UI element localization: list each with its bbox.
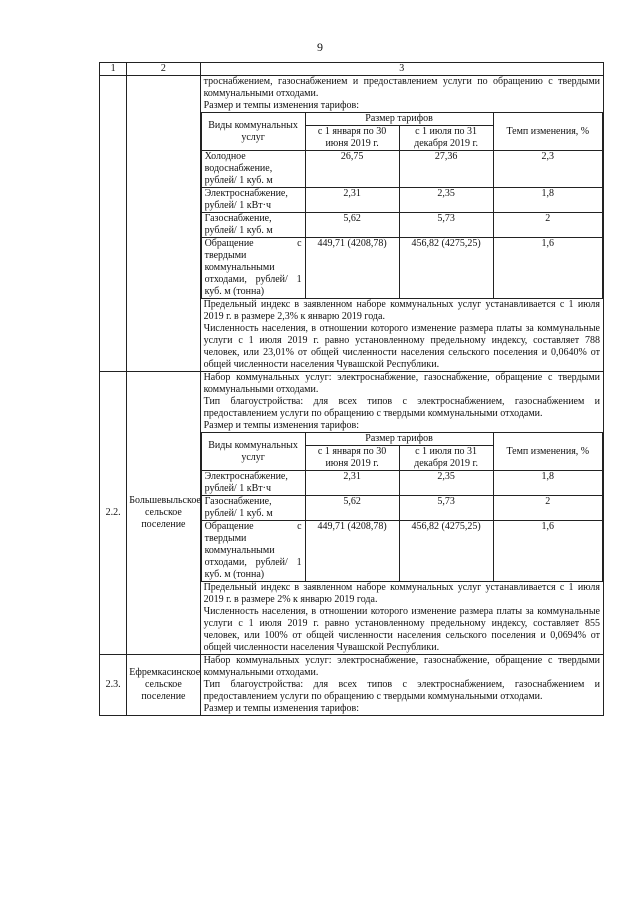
tariff-value-1: 5,62	[305, 496, 399, 521]
period2-header: с 1 июля по 31 декабря 2019 г.	[399, 446, 493, 471]
rate-value: 2,3	[493, 151, 602, 188]
column-number-3: 3	[200, 63, 603, 76]
tariff-table	[201, 112, 603, 299]
rate-value: 1,6	[493, 521, 602, 582]
rates-title: Размер и темпы изменения тарифов:	[203, 703, 359, 714]
improvement-type-text: Тип благоустройства: для всех типов с электроснабжением, газоснабжением и предоставлением услуги по обращению с твердыми коммунальными отходами.	[203, 396, 600, 419]
services-set-text: Набор коммунальных услуг: электроснабжение, газоснабжение, обращение с твердыми коммунальными отходами.	[203, 372, 600, 395]
rate-value: 1,8	[493, 471, 602, 496]
block-content	[200, 372, 603, 655]
tariff-value-2: 456,82 (4275,25)	[399, 238, 493, 299]
size-header: Размер тарифов	[305, 433, 493, 446]
table-row	[201, 496, 602, 521]
service-name: Газоснабжение, рублей/ 1 куб. м	[201, 496, 305, 521]
settlement-row	[100, 372, 604, 655]
limit-index-text: Предельный индекс в заявленном наборе коммунальных услуг устанавливается с 1 июля 2019 г. в размере 2,3% к январю 2019 года.	[203, 299, 600, 322]
block-name-cell	[127, 76, 200, 372]
rate-header: Темп изменения, %	[493, 113, 602, 151]
period1-header: с 1 января по 30 июня 2019 г.	[305, 126, 399, 151]
settlement-number: 2.3.	[100, 655, 127, 716]
kinds-header: Виды коммунальных услуг	[201, 433, 305, 471]
settlement-number: 2.2.	[100, 372, 127, 655]
service-name: Электроснабжение, рублей/ 1 кВт·ч	[201, 188, 305, 213]
tariff-value-1: 26,75	[305, 151, 399, 188]
tariff-table	[201, 432, 603, 582]
limit-index-text: Предельный индекс в заявленном наборе коммунальных услуг устанавливается с 1 июля 2019 г. в размере 2% к январю 2019 года.	[203, 582, 600, 605]
rates-title: Размер и темпы изменения тарифов:	[203, 420, 359, 431]
tariff-document-table	[99, 62, 604, 716]
size-header: Размер тарифов	[305, 113, 493, 126]
tariff-value-1: 2,31	[305, 188, 399, 213]
tariff-value-2: 456,82 (4275,25)	[399, 521, 493, 582]
tariff-value-2: 27,36	[399, 151, 493, 188]
tariff-value-1: 5,62	[305, 213, 399, 238]
kinds-header: Виды коммунальных услуг	[201, 113, 305, 151]
tariff-value-2: 5,73	[399, 496, 493, 521]
tariff-value-2: 2,35	[399, 188, 493, 213]
rate-value: 1,8	[493, 188, 602, 213]
rate-value: 2	[493, 496, 602, 521]
period2-header: с 1 июля по 31 декабря 2019 г.	[399, 126, 493, 151]
block-number-cell	[100, 76, 127, 372]
column-number-1: 1	[100, 63, 127, 76]
service-name: Обращение с твердыми коммунальными отходами, рублей/ 1 куб. м (тонна)	[201, 238, 305, 299]
service-name: Холодное водоснабжение, рублей/ 1 куб. м	[201, 151, 305, 188]
settlement-name: Большевыльское сельское поселение	[127, 372, 200, 655]
table-row	[201, 521, 602, 582]
rate-header: Темп изменения, %	[493, 433, 602, 471]
page-number: 9	[317, 40, 323, 54]
column-number-2: 2	[127, 63, 200, 76]
block-content	[200, 655, 603, 716]
table-row	[201, 213, 602, 238]
service-name: Обращение с твердыми коммунальными отходами, рублей/ 1 куб. м (тонна)	[201, 521, 305, 582]
tariff-value-2: 2,35	[399, 471, 493, 496]
settlement-name: Ефремкасинское сельское поселение	[127, 655, 200, 716]
population-text: Численность населения, в отношении которого изменение размера платы за коммунальные услуги с 1 июля 2019 г. равно установленному предельному индексу, составляет 855 человек, или 100% от общей численности населения сельского поселения и 0,0694% от общей численности населения Чувашской Республики.	[203, 606, 600, 653]
table-row	[201, 188, 602, 213]
service-name: Газоснабжение, рублей/ 1 куб. м	[201, 213, 305, 238]
tariff-value-1: 449,71 (4208,78)	[305, 238, 399, 299]
service-name: Электроснабжение, рублей/ 1 кВт·ч	[201, 471, 305, 496]
rates-title: Размер и темпы изменения тарифов:	[203, 100, 359, 111]
table-row	[201, 471, 602, 496]
table-row	[201, 151, 602, 188]
block-continuation-row	[100, 76, 604, 372]
rate-value: 2	[493, 213, 602, 238]
population-text: Численность населения, в отношении которого изменение размера платы за коммунальные услуги с 1 июля 2019 г. равно установленному предельному индексу, составляет 788 человек, или 23,01% от общей численности населения сельского поселения и 0,0640% от общей численности населения Чувашской Республики.	[203, 323, 600, 370]
settlement-row	[100, 655, 604, 716]
table-row	[201, 238, 602, 299]
improvement-type-text: Тип благоустройства: для всех типов с электроснабжением, газоснабжением и предоставлением услуги по обращению с твердыми коммунальными отходами.	[203, 679, 600, 702]
rate-value: 1,6	[493, 238, 602, 299]
intro-text: троснабжением, газоснабжением и предоставлением услуги по обращению с твердыми коммунальными отходами.	[203, 76, 600, 99]
column-numbers-row	[100, 63, 604, 76]
period1-header: с 1 января по 30 июня 2019 г.	[305, 446, 399, 471]
services-set-text: Набор коммунальных услуг: электроснабжение, газоснабжение, обращение с твердыми коммунальными отходами.	[203, 655, 600, 678]
tariff-value-1: 449,71 (4208,78)	[305, 521, 399, 582]
tariff-value-1: 2,31	[305, 471, 399, 496]
tariff-value-2: 5,73	[399, 213, 493, 238]
block-content	[200, 76, 603, 372]
